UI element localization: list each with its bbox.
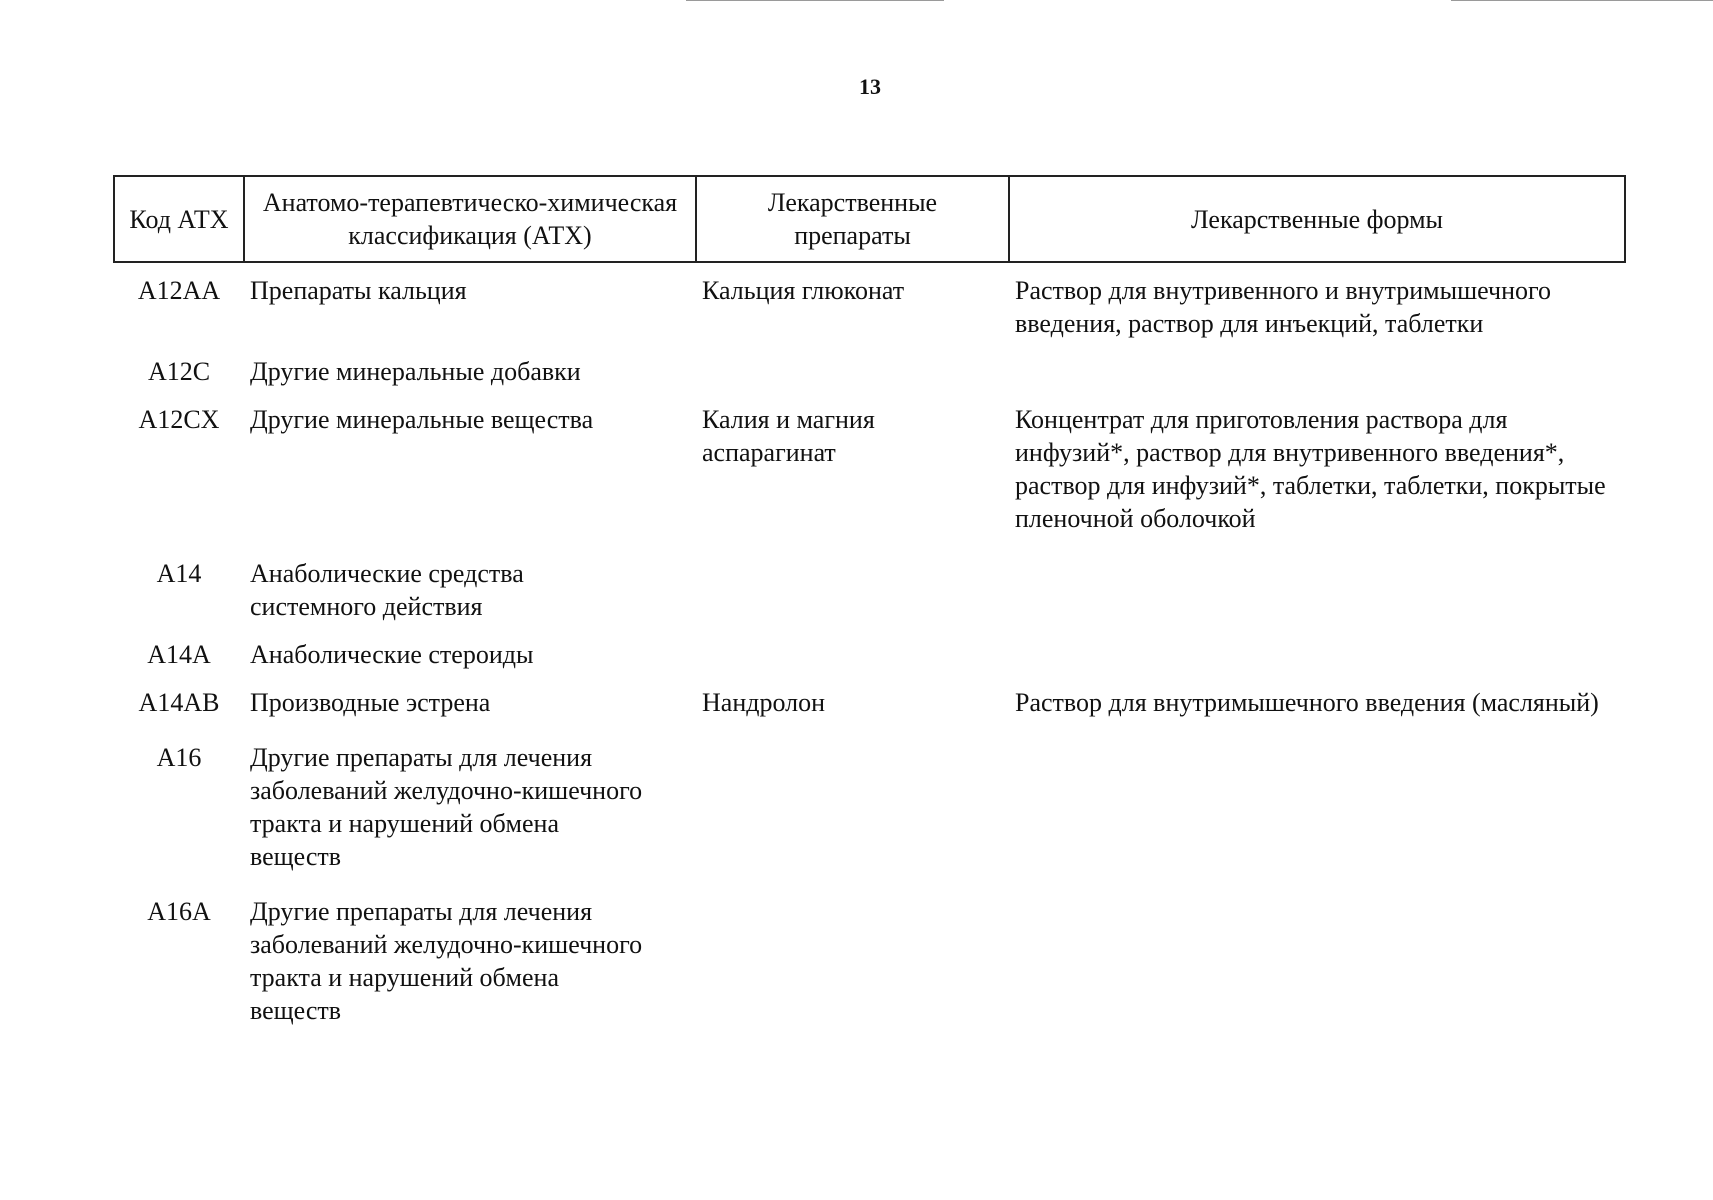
cell-forms	[1009, 535, 1625, 623]
cell-code: A12AA	[137, 276, 221, 305]
cell-forms: Раствор для внутримышечного введения (масляный)	[1015, 688, 1599, 717]
header-drugs: Лекарственные препараты	[696, 176, 1009, 262]
table-row	[114, 671, 1625, 719]
table-row	[114, 719, 1625, 873]
table-row	[114, 535, 1625, 623]
cell-classification: Другие препараты для лечения заболеваний желудочно-кишечного тракта и нарушений обмена веществ	[250, 897, 643, 1025]
cell-forms: Раствор для внутривенного и внутримышечного введения, раствор для инъекций, таблетки	[1015, 276, 1551, 338]
header-code: Код АТХ	[114, 176, 244, 262]
cell-drug	[696, 340, 1009, 388]
cell-drug: Кальция глюконат	[702, 276, 905, 305]
cell-classification: Препараты кальция	[250, 276, 467, 305]
cell-drug: Калия и магния аспарагинат	[702, 405, 875, 467]
atx-table	[113, 175, 1626, 1027]
table-row	[114, 388, 1625, 535]
table-row	[114, 340, 1625, 388]
cell-classification: Анаболические стероиды	[250, 640, 534, 669]
cell-forms	[1009, 340, 1625, 388]
cell-forms: Концентрат для приготовления раствора для инфузий*, раствор для внутривенного введения*, раствор для инфузий*, таблетки, таблетки, покрытые пленочной оболочкой	[1015, 405, 1606, 533]
cell-classification: Анаболические средства системного действия	[250, 559, 524, 621]
cell-code: A16	[156, 743, 202, 772]
cell-code: A14A	[147, 640, 211, 669]
cell-classification: Другие минеральные добавки	[250, 357, 581, 386]
scan-edge-line-left	[686, 0, 944, 1]
cell-forms	[1009, 873, 1625, 1027]
table-row	[114, 873, 1625, 1027]
cell-code: A16A	[147, 897, 211, 926]
cell-drug	[696, 535, 1009, 623]
cell-drug	[696, 623, 1009, 671]
table-header-row	[114, 176, 1625, 262]
cell-forms	[1009, 623, 1625, 671]
cell-code: A12CX	[138, 405, 220, 434]
header-classification: Анатомо-терапевтическо-химическая классификация (АТХ)	[244, 176, 696, 262]
cell-code: A12C	[147, 357, 211, 386]
table-row	[114, 262, 1625, 340]
page-number: 13	[859, 74, 881, 99]
scan-edge-line-right	[1451, 0, 1713, 1]
cell-classification: Производные эстрена	[250, 688, 491, 717]
header-forms: Лекарственные формы	[1009, 176, 1625, 262]
cell-drug: Нандролон	[702, 688, 826, 717]
cell-drug	[696, 719, 1009, 873]
cell-drug	[696, 873, 1009, 1027]
cell-code: A14	[156, 559, 202, 588]
cell-classification: Другие минеральные вещества	[250, 405, 594, 434]
cell-classification: Другие препараты для лечения заболеваний желудочно-кишечного тракта и нарушений обмена веществ	[250, 743, 643, 871]
cell-forms	[1009, 719, 1625, 873]
table-row	[114, 623, 1625, 671]
cell-code: A14AB	[138, 688, 220, 717]
